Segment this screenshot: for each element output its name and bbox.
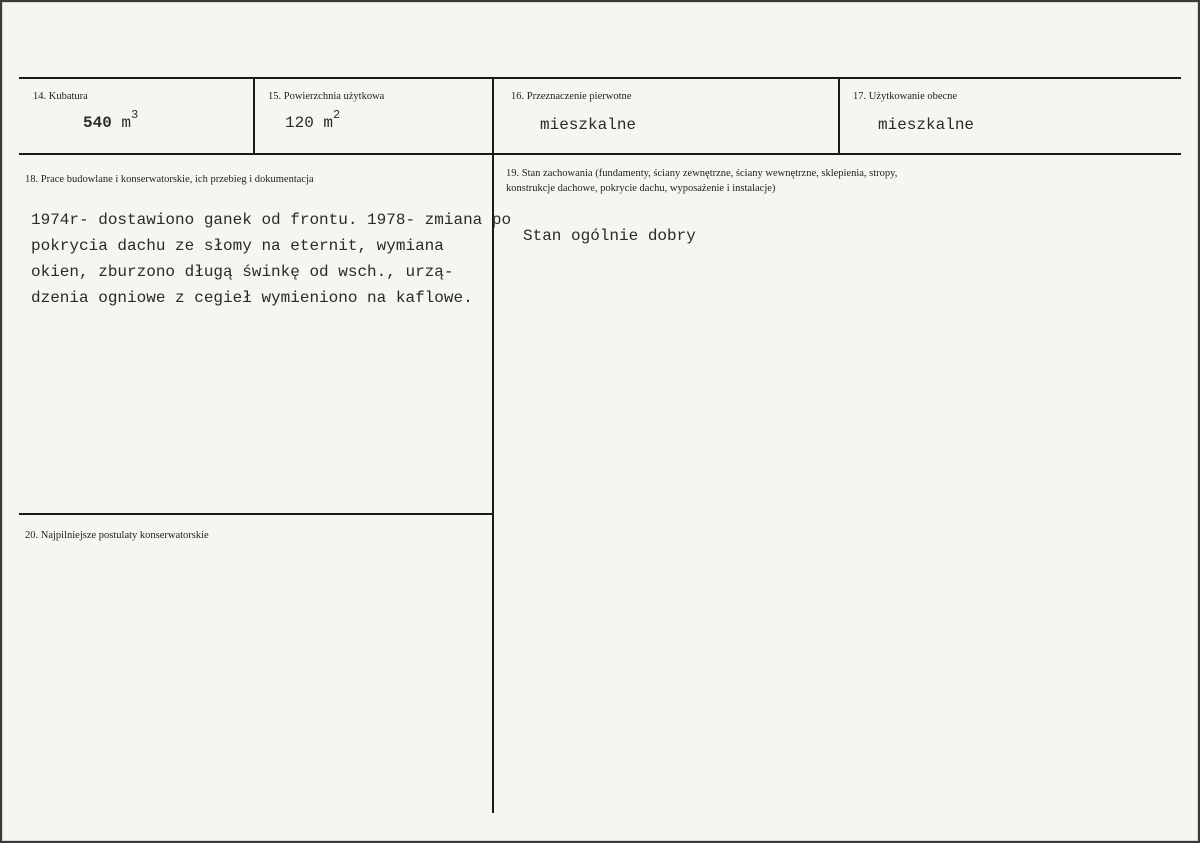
uzytkowanie-value: mieszkalne	[878, 116, 975, 134]
prace-budowlane-text	[31, 207, 511, 311]
kubatura-number: 540	[83, 114, 112, 132]
uzytkowanie-label: 17. Użytkowanie obecne	[853, 91, 958, 102]
stan-zachowania-value: Stan ogólnie dobry	[523, 227, 696, 245]
prace-line-1: 1974r- dostawiono ganek od frontu. 1978- zmiana po	[31, 211, 512, 229]
kubatura-value	[83, 108, 139, 132]
record-card	[2, 2, 1198, 841]
col-divider-15-16	[492, 79, 494, 813]
prace-budowlane-label: 18. Prace budowlane i konserwatorskie, ich przebieg i dokumentacja	[25, 174, 314, 185]
col-divider-14-15	[253, 79, 255, 153]
powierzchnia-label: 15. Powierzchnia użytkowa	[268, 91, 385, 102]
stan-zachowania-label-2: konstrukcje dachowe, pokrycie dachu, wyposażenie i instalacje)	[506, 183, 776, 194]
powierzchnia-value	[285, 108, 341, 132]
kubatura-label: 14. Kubatura	[33, 91, 88, 102]
top-rule	[19, 77, 1181, 79]
przeznaczenie-label: 16. Przeznaczenie pierwotne	[511, 91, 632, 102]
prace-line-2: pokrycia dachu ze słomy na eternit, wymiana	[31, 237, 444, 255]
powierzchnia-number: 120	[285, 114, 314, 132]
col-divider-16-17	[838, 79, 840, 153]
postulaty-label: 20. Najpilniejsze postulaty konserwatorskie	[25, 530, 209, 541]
kubatura-unit: $m^3$	[121, 108, 139, 132]
section18-bottom-rule	[19, 513, 493, 515]
przeznaczenie-value: mieszkalne	[540, 116, 637, 134]
powierzchnia-unit: $m^2$	[323, 108, 341, 132]
prace-line-4: dzenia ogniowe z cegieł wymieniono na kaflowe.	[31, 289, 473, 307]
stan-zachowania-label-1: 19. Stan zachowania (fundamenty, ściany zewnętrzne, ściany wewnętrzne, sklepienia, stropy,	[506, 168, 898, 179]
row1-bottom-rule	[19, 153, 1181, 155]
prace-line-3: okien, zburzono długą świnkę od wsch., urzą-	[31, 263, 454, 281]
